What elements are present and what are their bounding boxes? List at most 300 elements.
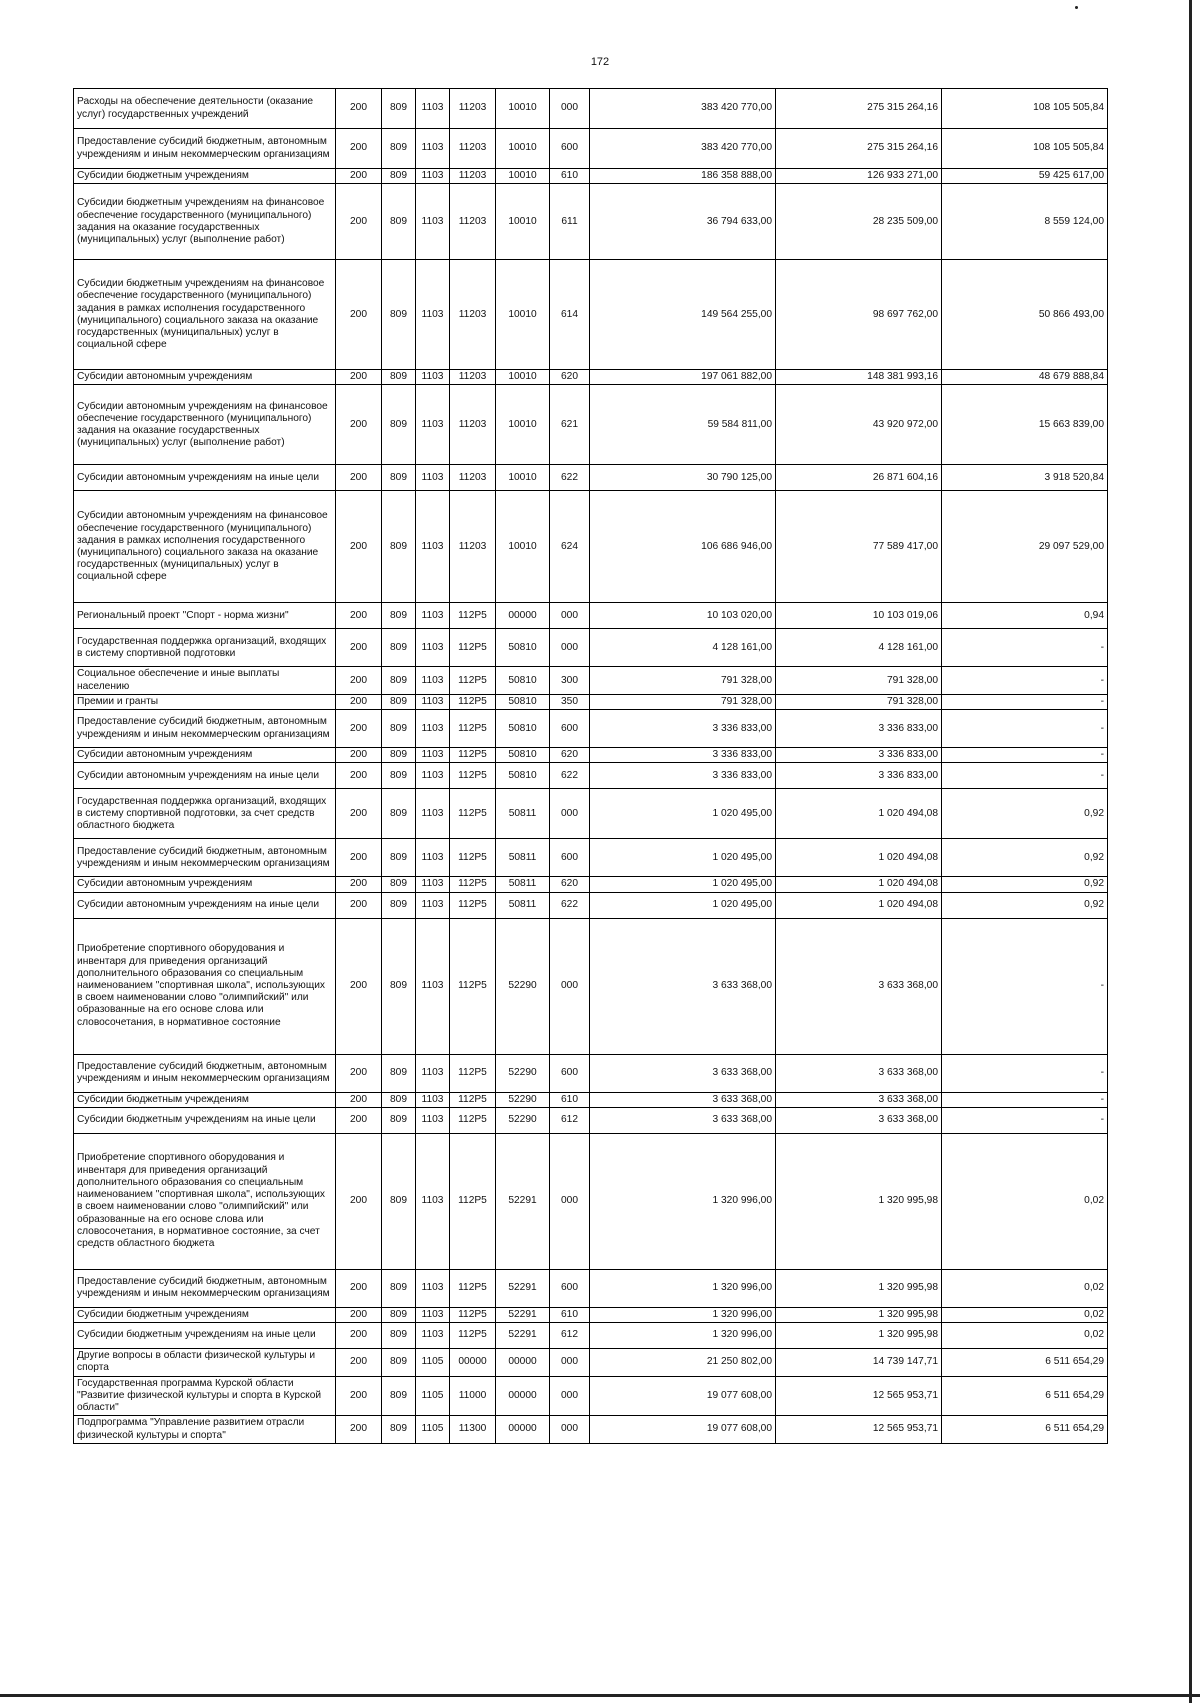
code-target-b: 10010 xyxy=(496,184,550,260)
code-target-a: 11203 xyxy=(450,169,496,184)
row-description: Субсидии бюджетным учреждениям на иные цели xyxy=(74,1107,336,1133)
table-row xyxy=(74,789,1108,839)
row-description: Государственная поддержка организаций, входящих в систему спортивной подготовки, за счет средств областного бюджета xyxy=(74,789,336,839)
code-target-a: 11300 xyxy=(450,1416,496,1443)
table-row xyxy=(74,1307,1108,1322)
code-target-b: 50811 xyxy=(496,789,550,839)
code-target-b: 50810 xyxy=(496,710,550,748)
code-expense-type: 611 xyxy=(550,184,590,260)
amount-executed: 275 315 264,16 xyxy=(776,129,942,169)
code-admin: 200 xyxy=(336,918,382,1054)
code-admin: 200 xyxy=(336,1269,382,1307)
code-expense-type: 600 xyxy=(550,839,590,877)
code-section: 1103 xyxy=(416,918,450,1054)
code-section: 1103 xyxy=(416,1323,450,1349)
code-target-a: 112P5 xyxy=(450,694,496,709)
code-expense-type: 300 xyxy=(550,667,590,694)
amount-executed: 1 020 494,08 xyxy=(776,877,942,892)
amount-remaining: 6 511 654,29 xyxy=(942,1416,1108,1443)
row-description: Региональный проект "Спорт - норма жизни" xyxy=(74,603,336,629)
amount-planned: 3 633 368,00 xyxy=(590,1054,776,1092)
amount-executed: 275 315 264,16 xyxy=(776,89,942,129)
code-target-a: 11203 xyxy=(450,385,496,465)
scan-border-right xyxy=(1189,0,1192,1703)
code-target-b: 10010 xyxy=(496,129,550,169)
table-row xyxy=(74,877,1108,892)
row-description: Субсидии автономным учреждениям на иные цели xyxy=(74,465,336,491)
code-expense-type: 000 xyxy=(550,1349,590,1376)
row-description: Предоставление субсидий бюджетным, автономным учреждениям и иным некоммерческим организациям xyxy=(74,1269,336,1307)
amount-remaining: 48 679 888,84 xyxy=(942,370,1108,385)
table-row xyxy=(74,1107,1108,1133)
row-description: Субсидии бюджетным учреждениям на финансовое обеспечение государственного (муниципального) задания на оказание государственных (муниципальных) услуг (выполнение работ) xyxy=(74,184,336,260)
amount-remaining: 0,02 xyxy=(942,1323,1108,1349)
code-ministry: 809 xyxy=(382,465,416,491)
code-target-a: 112P5 xyxy=(450,763,496,789)
table-row xyxy=(74,1323,1108,1349)
row-description: Предоставление субсидий бюджетным, автономным учреждениям и иным некоммерческим организациям xyxy=(74,839,336,877)
code-admin: 200 xyxy=(336,1349,382,1376)
code-target-a: 112P5 xyxy=(450,603,496,629)
code-target-a: 112P5 xyxy=(450,1307,496,1322)
code-target-b: 00000 xyxy=(496,1349,550,1376)
code-ministry: 809 xyxy=(382,789,416,839)
code-ministry: 809 xyxy=(382,370,416,385)
amount-executed: 3 336 833,00 xyxy=(776,710,942,748)
amount-executed: 126 933 271,00 xyxy=(776,169,942,184)
table-row xyxy=(74,1269,1108,1307)
code-target-a: 112P5 xyxy=(450,1107,496,1133)
table-row xyxy=(74,89,1108,129)
amount-planned: 21 250 802,00 xyxy=(590,1349,776,1376)
amount-planned: 186 358 888,00 xyxy=(590,169,776,184)
code-admin: 200 xyxy=(336,89,382,129)
amount-remaining: - xyxy=(942,1092,1108,1107)
code-target-a: 11203 xyxy=(450,260,496,370)
code-admin: 200 xyxy=(336,694,382,709)
amount-planned: 1 020 495,00 xyxy=(590,839,776,877)
code-section: 1105 xyxy=(416,1349,450,1376)
code-admin: 200 xyxy=(336,603,382,629)
amount-planned: 1 320 996,00 xyxy=(590,1269,776,1307)
code-target-b: 00000 xyxy=(496,1376,550,1416)
table-row xyxy=(74,1349,1108,1376)
code-ministry: 809 xyxy=(382,1107,416,1133)
amount-remaining: - xyxy=(942,1054,1108,1092)
amount-remaining: - xyxy=(942,918,1108,1054)
amount-planned: 3 336 833,00 xyxy=(590,763,776,789)
code-target-a: 11203 xyxy=(450,370,496,385)
code-admin: 200 xyxy=(336,667,382,694)
code-expense-type: 000 xyxy=(550,789,590,839)
table-row xyxy=(74,129,1108,169)
code-target-b: 10010 xyxy=(496,169,550,184)
table-row xyxy=(74,1376,1108,1416)
table-row xyxy=(74,892,1108,918)
code-target-a: 11203 xyxy=(450,491,496,603)
code-admin: 200 xyxy=(336,1323,382,1349)
code-admin: 200 xyxy=(336,1376,382,1416)
code-section: 1103 xyxy=(416,789,450,839)
amount-executed: 1 320 995,98 xyxy=(776,1307,942,1322)
code-ministry: 809 xyxy=(382,260,416,370)
code-target-a: 112P5 xyxy=(450,892,496,918)
code-target-b: 10010 xyxy=(496,385,550,465)
row-description: Предоставление субсидий бюджетным, автономным учреждениям и иным некоммерческим организациям xyxy=(74,1054,336,1092)
code-section: 1103 xyxy=(416,839,450,877)
code-section: 1103 xyxy=(416,370,450,385)
amount-remaining: 3 918 520,84 xyxy=(942,465,1108,491)
code-section: 1103 xyxy=(416,710,450,748)
code-section: 1103 xyxy=(416,694,450,709)
code-target-a: 112P5 xyxy=(450,789,496,839)
code-expense-type: 000 xyxy=(550,1416,590,1443)
code-target-a: 00000 xyxy=(450,1349,496,1376)
amount-executed: 10 103 019,06 xyxy=(776,603,942,629)
code-section: 1103 xyxy=(416,89,450,129)
amount-executed: 14 739 147,71 xyxy=(776,1349,942,1376)
code-ministry: 809 xyxy=(382,89,416,129)
code-admin: 200 xyxy=(336,1133,382,1269)
code-expense-type: 620 xyxy=(550,370,590,385)
table-row xyxy=(74,763,1108,789)
amount-planned: 3 336 833,00 xyxy=(590,748,776,763)
code-target-a: 11203 xyxy=(450,129,496,169)
row-description: Государственная поддержка организаций, входящих в систему спортивной подготовки xyxy=(74,629,336,667)
code-ministry: 809 xyxy=(382,629,416,667)
code-target-a: 11203 xyxy=(450,465,496,491)
row-description: Предоставление субсидий бюджетным, автономным учреждениям и иным некоммерческим организациям xyxy=(74,129,336,169)
amount-planned: 10 103 020,00 xyxy=(590,603,776,629)
amount-remaining: 0,02 xyxy=(942,1269,1108,1307)
code-target-a: 11000 xyxy=(450,1376,496,1416)
amount-planned: 19 077 608,00 xyxy=(590,1416,776,1443)
code-admin: 200 xyxy=(336,892,382,918)
amount-executed: 3 633 368,00 xyxy=(776,1107,942,1133)
amount-planned: 3 336 833,00 xyxy=(590,710,776,748)
code-target-a: 112P5 xyxy=(450,748,496,763)
code-ministry: 809 xyxy=(382,491,416,603)
row-description: Субсидии бюджетным учреждениям на финансовое обеспечение государственного (муниципального) задания в рамках исполнения государственного (муниципального) социального заказа на оказание государственных (муниципальных) услуг в социальной сфере xyxy=(74,260,336,370)
code-section: 1103 xyxy=(416,603,450,629)
amount-planned: 3 633 368,00 xyxy=(590,1107,776,1133)
code-expense-type: 000 xyxy=(550,1376,590,1416)
code-ministry: 809 xyxy=(382,694,416,709)
code-target-b: 00000 xyxy=(496,603,550,629)
amount-remaining: 0,92 xyxy=(942,839,1108,877)
amount-remaining: - xyxy=(942,710,1108,748)
code-target-b: 52290 xyxy=(496,1054,550,1092)
code-ministry: 809 xyxy=(382,1092,416,1107)
code-section: 1103 xyxy=(416,763,450,789)
code-target-b: 52291 xyxy=(496,1307,550,1322)
row-description: Другие вопросы в области физической культуры и спорта xyxy=(74,1349,336,1376)
table-row xyxy=(74,169,1108,184)
amount-planned: 3 633 368,00 xyxy=(590,1092,776,1107)
table-row xyxy=(74,667,1108,694)
amount-planned: 791 328,00 xyxy=(590,694,776,709)
code-admin: 200 xyxy=(336,629,382,667)
code-target-a: 112P5 xyxy=(450,667,496,694)
code-admin: 200 xyxy=(336,1307,382,1322)
row-description: Субсидии автономным учреждениям xyxy=(74,748,336,763)
code-ministry: 809 xyxy=(382,1323,416,1349)
code-expense-type: 000 xyxy=(550,1133,590,1269)
amount-planned: 1 320 996,00 xyxy=(590,1323,776,1349)
code-ministry: 809 xyxy=(382,169,416,184)
code-section: 1103 xyxy=(416,169,450,184)
code-expense-type: 610 xyxy=(550,169,590,184)
table-row xyxy=(74,370,1108,385)
code-target-a: 112P5 xyxy=(450,1133,496,1269)
code-section: 1103 xyxy=(416,877,450,892)
amount-executed: 43 920 972,00 xyxy=(776,385,942,465)
code-ministry: 809 xyxy=(382,1376,416,1416)
page-number: 172 xyxy=(590,56,610,68)
amount-remaining: 8 559 124,00 xyxy=(942,184,1108,260)
amount-planned: 791 328,00 xyxy=(590,667,776,694)
code-ministry: 809 xyxy=(382,877,416,892)
code-expense-type: 621 xyxy=(550,385,590,465)
code-ministry: 809 xyxy=(382,1269,416,1307)
code-admin: 200 xyxy=(336,1416,382,1443)
amount-executed: 3 633 368,00 xyxy=(776,918,942,1054)
code-admin: 200 xyxy=(336,370,382,385)
amount-remaining: 0,92 xyxy=(942,892,1108,918)
code-target-b: 50811 xyxy=(496,892,550,918)
code-target-a: 112P5 xyxy=(450,918,496,1054)
table-row xyxy=(74,1054,1108,1092)
code-admin: 200 xyxy=(336,710,382,748)
code-target-b: 50810 xyxy=(496,694,550,709)
amount-executed: 4 128 161,00 xyxy=(776,629,942,667)
code-expense-type: 620 xyxy=(550,877,590,892)
code-target-b: 10010 xyxy=(496,89,550,129)
row-description: Государственная программа Курской области "Развитие физической культуры и спорта в Курской области" xyxy=(74,1376,336,1416)
amount-executed: 3 336 833,00 xyxy=(776,763,942,789)
code-expense-type: 000 xyxy=(550,918,590,1054)
amount-planned: 1 320 996,00 xyxy=(590,1133,776,1269)
code-admin: 200 xyxy=(336,465,382,491)
amount-executed: 1 320 995,98 xyxy=(776,1133,942,1269)
amount-remaining: 6 511 654,29 xyxy=(942,1376,1108,1416)
amount-executed: 1 320 995,98 xyxy=(776,1269,942,1307)
amount-executed: 791 328,00 xyxy=(776,667,942,694)
code-target-a: 112P5 xyxy=(450,1269,496,1307)
row-description: Субсидии автономным учреждениям xyxy=(74,370,336,385)
code-ministry: 809 xyxy=(382,184,416,260)
row-description: Субсидии бюджетным учреждениям xyxy=(74,1092,336,1107)
code-target-b: 50810 xyxy=(496,629,550,667)
code-admin: 200 xyxy=(336,129,382,169)
code-ministry: 809 xyxy=(382,748,416,763)
code-target-b: 50810 xyxy=(496,748,550,763)
code-ministry: 809 xyxy=(382,839,416,877)
code-ministry: 809 xyxy=(382,129,416,169)
row-description: Премии и гранты xyxy=(74,694,336,709)
code-expense-type: 000 xyxy=(550,629,590,667)
code-expense-type: 622 xyxy=(550,892,590,918)
row-description: Субсидии автономным учреждениям на иные цели xyxy=(74,763,336,789)
code-admin: 200 xyxy=(336,184,382,260)
code-ministry: 809 xyxy=(382,1416,416,1443)
row-description: Приобретение спортивного оборудования и инвентаря для приведения организаций дополнительного образования со специальным наименованием "спортивная школа", использующих в своем наименовании слово "олимпийский" или образованные на его основе слова или словосочетания, в нормативное состояние xyxy=(74,918,336,1054)
code-admin: 200 xyxy=(336,385,382,465)
amount-executed: 77 589 417,00 xyxy=(776,491,942,603)
code-target-b: 50811 xyxy=(496,877,550,892)
code-section: 1103 xyxy=(416,748,450,763)
code-section: 1103 xyxy=(416,129,450,169)
amount-remaining: 108 105 505,84 xyxy=(942,129,1108,169)
code-target-b: 52291 xyxy=(496,1323,550,1349)
table-row xyxy=(74,260,1108,370)
amount-executed: 148 381 993,16 xyxy=(776,370,942,385)
code-section: 1103 xyxy=(416,1307,450,1322)
row-description: Субсидии автономным учреждениям на финансовое обеспечение государственного (муниципального) задания в рамках исполнения государственного (муниципального) социального заказа на оказание государственных (муниципальных) услуг в социальной сфере xyxy=(74,491,336,603)
amount-planned: 383 420 770,00 xyxy=(590,89,776,129)
amount-remaining: - xyxy=(942,629,1108,667)
code-expense-type: 350 xyxy=(550,694,590,709)
row-description: Подпрограмма "Управление развитием отрасли физической культуры и спорта" xyxy=(74,1416,336,1443)
amount-executed: 1 020 494,08 xyxy=(776,892,942,918)
code-target-b: 50810 xyxy=(496,667,550,694)
row-description: Социальное обеспечение и иные выплаты населению xyxy=(74,667,336,694)
table-row xyxy=(74,385,1108,465)
amount-remaining: 0,94 xyxy=(942,603,1108,629)
code-section: 1103 xyxy=(416,184,450,260)
code-expense-type: 000 xyxy=(550,603,590,629)
code-target-b: 10010 xyxy=(496,260,550,370)
amount-remaining: - xyxy=(942,694,1108,709)
row-description: Субсидии автономным учреждениям xyxy=(74,877,336,892)
code-expense-type: 600 xyxy=(550,1054,590,1092)
amount-planned: 19 077 608,00 xyxy=(590,1376,776,1416)
code-expense-type: 614 xyxy=(550,260,590,370)
code-ministry: 809 xyxy=(382,710,416,748)
amount-planned: 383 420 770,00 xyxy=(590,129,776,169)
code-admin: 200 xyxy=(336,1107,382,1133)
amount-planned: 1 020 495,00 xyxy=(590,892,776,918)
amount-executed: 1 320 995,98 xyxy=(776,1323,942,1349)
code-admin: 200 xyxy=(336,877,382,892)
code-ministry: 809 xyxy=(382,667,416,694)
code-target-b: 10010 xyxy=(496,370,550,385)
code-ministry: 809 xyxy=(382,1054,416,1092)
amount-planned: 106 686 946,00 xyxy=(590,491,776,603)
code-section: 1103 xyxy=(416,385,450,465)
amount-executed: 3 633 368,00 xyxy=(776,1054,942,1092)
amount-remaining: 59 425 617,00 xyxy=(942,169,1108,184)
code-target-b: 50810 xyxy=(496,763,550,789)
table-row xyxy=(74,491,1108,603)
amount-remaining: - xyxy=(942,748,1108,763)
row-description: Предоставление субсидий бюджетным, автономным учреждениям и иным некоммерческим организациям xyxy=(74,710,336,748)
code-expense-type: 624 xyxy=(550,491,590,603)
code-target-a: 112P5 xyxy=(450,629,496,667)
amount-remaining: 0,92 xyxy=(942,877,1108,892)
row-description: Субсидии бюджетным учреждениям xyxy=(74,169,336,184)
code-admin: 200 xyxy=(336,260,382,370)
row-description: Субсидии бюджетным учреждениям на иные цели xyxy=(74,1323,336,1349)
amount-executed: 1 020 494,08 xyxy=(776,789,942,839)
amount-executed: 12 565 953,71 xyxy=(776,1376,942,1416)
table-row xyxy=(74,603,1108,629)
code-section: 1103 xyxy=(416,260,450,370)
code-ministry: 809 xyxy=(382,385,416,465)
table-row xyxy=(74,1092,1108,1107)
code-expense-type: 612 xyxy=(550,1107,590,1133)
code-target-a: 11203 xyxy=(450,184,496,260)
code-ministry: 809 xyxy=(382,892,416,918)
code-expense-type: 600 xyxy=(550,710,590,748)
code-ministry: 809 xyxy=(382,763,416,789)
code-section: 1105 xyxy=(416,1376,450,1416)
amount-executed: 28 235 509,00 xyxy=(776,184,942,260)
code-target-a: 11203 xyxy=(450,89,496,129)
row-description: Субсидии бюджетным учреждениям xyxy=(74,1307,336,1322)
code-target-b: 52291 xyxy=(496,1133,550,1269)
amount-executed: 12 565 953,71 xyxy=(776,1416,942,1443)
scan-border-bottom xyxy=(0,1694,1200,1697)
amount-remaining: - xyxy=(942,763,1108,789)
code-section: 1103 xyxy=(416,1092,450,1107)
amount-planned: 197 061 882,00 xyxy=(590,370,776,385)
code-section: 1103 xyxy=(416,892,450,918)
amount-remaining: 0,02 xyxy=(942,1307,1108,1322)
amount-remaining: 6 511 654,29 xyxy=(942,1349,1108,1376)
table-row xyxy=(74,748,1108,763)
code-section: 1103 xyxy=(416,629,450,667)
amount-planned: 149 564 255,00 xyxy=(590,260,776,370)
code-target-b: 10010 xyxy=(496,465,550,491)
code-expense-type: 600 xyxy=(550,1269,590,1307)
code-admin: 200 xyxy=(336,839,382,877)
code-target-b: 52290 xyxy=(496,918,550,1054)
table-row xyxy=(74,629,1108,667)
code-target-b: 52291 xyxy=(496,1269,550,1307)
code-target-a: 112P5 xyxy=(450,839,496,877)
budget-table xyxy=(73,88,1108,1444)
amount-remaining: 29 097 529,00 xyxy=(942,491,1108,603)
code-ministry: 809 xyxy=(382,603,416,629)
code-admin: 200 xyxy=(336,1054,382,1092)
amount-remaining: 15 663 839,00 xyxy=(942,385,1108,465)
table-body xyxy=(74,89,1108,1444)
code-target-a: 112P5 xyxy=(450,710,496,748)
code-target-a: 112P5 xyxy=(450,1054,496,1092)
row-description: Расходы на обеспечение деятельности (оказание услуг) государственных учреждений xyxy=(74,89,336,129)
amount-executed: 98 697 762,00 xyxy=(776,260,942,370)
code-admin: 200 xyxy=(336,748,382,763)
code-section: 1105 xyxy=(416,1416,450,1443)
table-row xyxy=(74,184,1108,260)
code-expense-type: 610 xyxy=(550,1307,590,1322)
code-ministry: 809 xyxy=(382,1307,416,1322)
code-section: 1103 xyxy=(416,465,450,491)
code-expense-type: 620 xyxy=(550,748,590,763)
code-target-b: 00000 xyxy=(496,1416,550,1443)
code-target-a: 112P5 xyxy=(450,1323,496,1349)
amount-remaining: 0,92 xyxy=(942,789,1108,839)
code-admin: 200 xyxy=(336,763,382,789)
row-description: Субсидии автономным учреждениям на иные цели xyxy=(74,892,336,918)
code-admin: 200 xyxy=(336,491,382,603)
table-row xyxy=(74,839,1108,877)
code-section: 1103 xyxy=(416,491,450,603)
code-admin: 200 xyxy=(336,789,382,839)
code-expense-type: 612 xyxy=(550,1323,590,1349)
code-target-a: 112P5 xyxy=(450,1092,496,1107)
